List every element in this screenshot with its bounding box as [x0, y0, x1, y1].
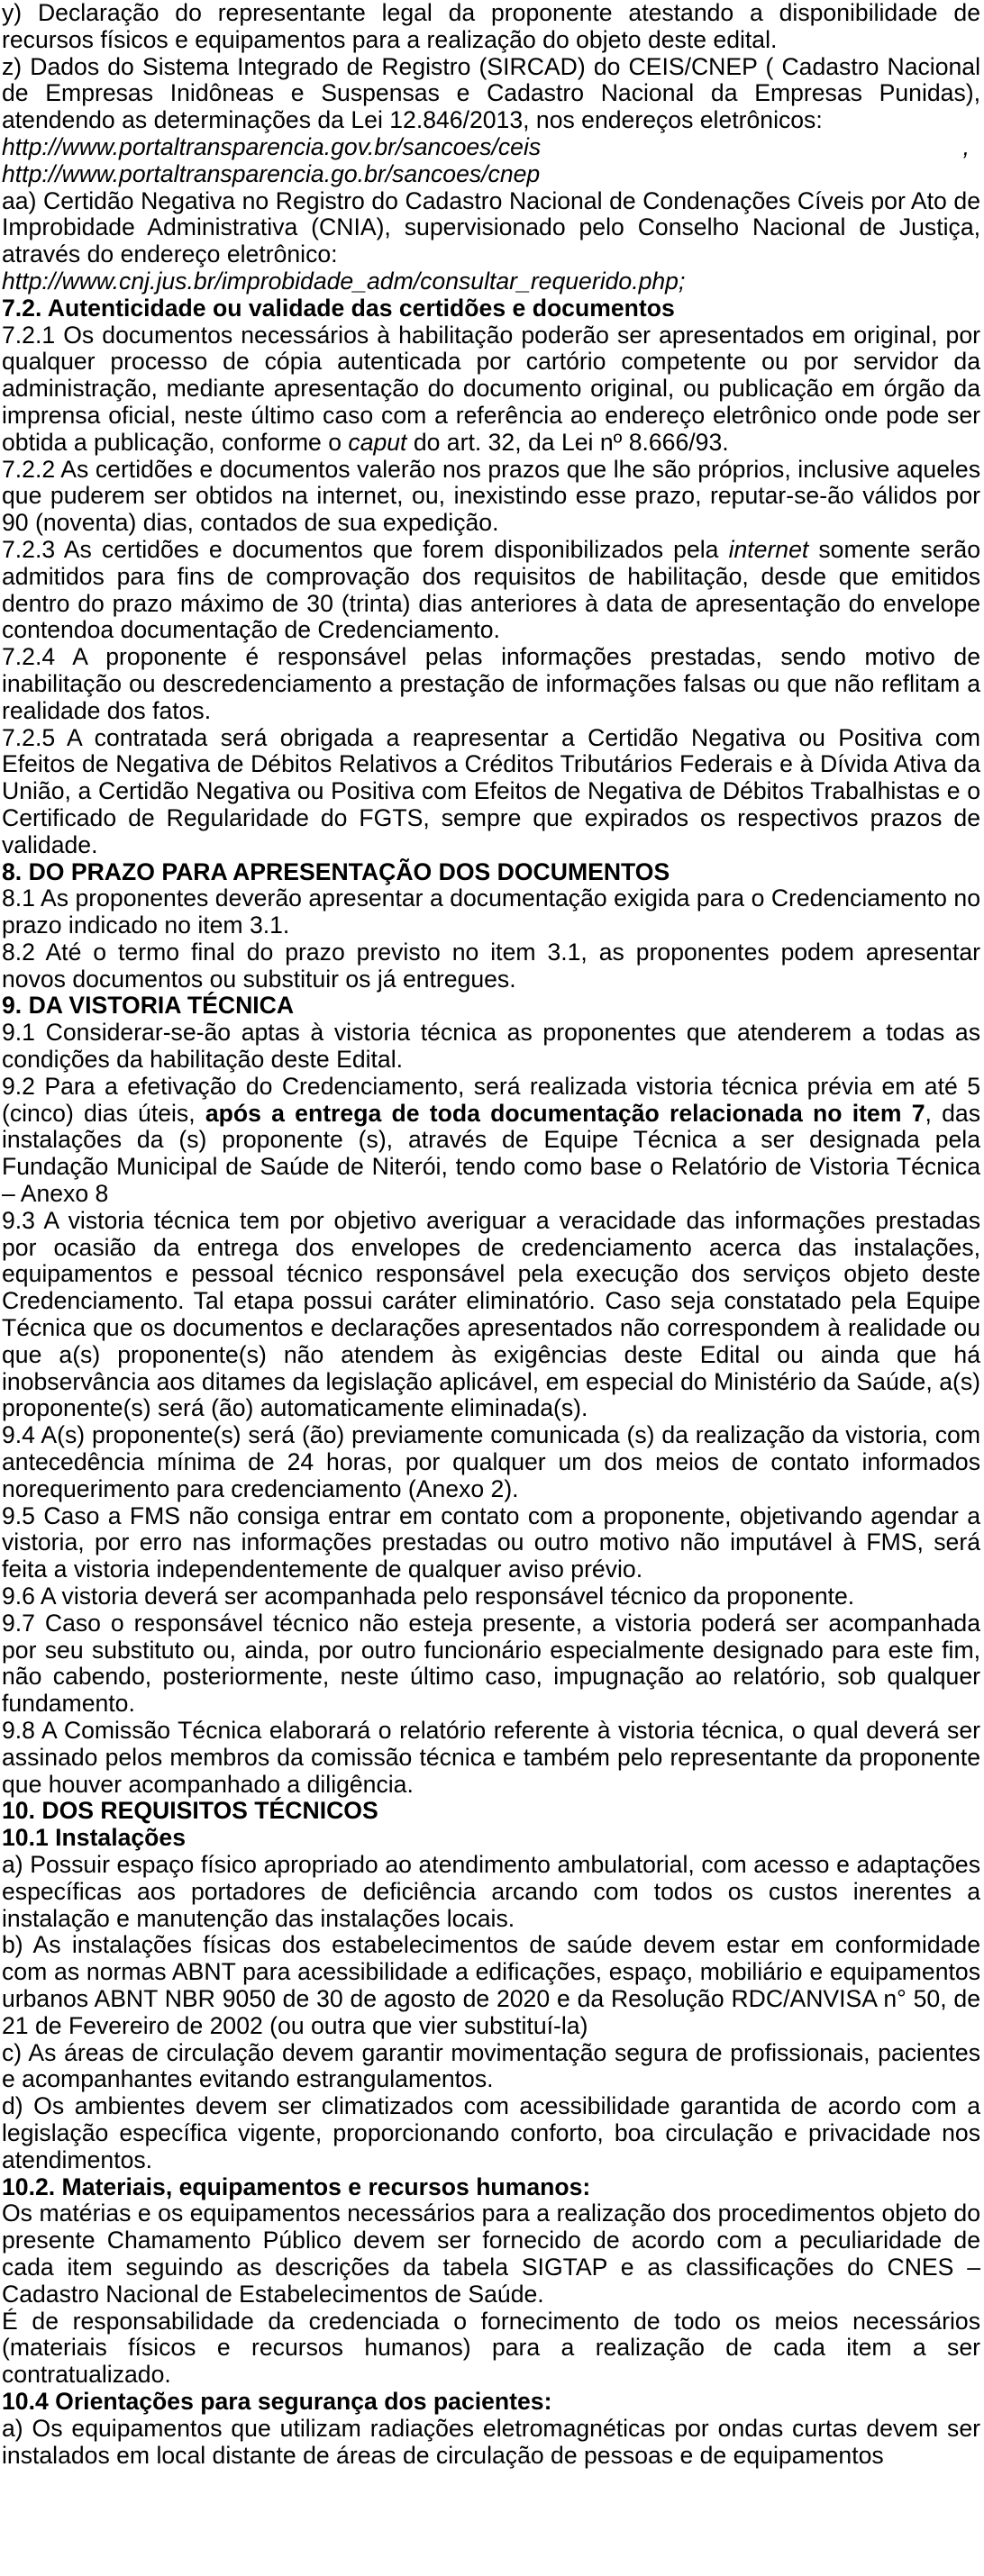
item-y: y) Declaração do representante legal da proponente atestando a disponibilidade de recursos físicos e equipamentos para a realização do objeto deste edital.: [2, 0, 980, 53]
heading-8: 8. DO PRAZO PARA APRESENTAÇÃO DOS DOCUMENTOS: [2, 857, 670, 885]
item-8-2: 8.2 Até o termo final do prazo previsto no item 3.1, as proponentes podem apresentar novos documentos ou substituir os já entregues.: [2, 938, 980, 993]
item-9-2-part-1: após a entrega de toda documentação relacionada no item 7: [205, 1099, 925, 1127]
heading-9: 9. DA VISTORIA TÉCNICA: [2, 992, 295, 1020]
item-aa-link[interactable]: http://www.cnj.jus.br/improbidade_adm/consultar_requerido.php;: [2, 267, 686, 295]
item-7-2-2: 7.2.2 As certidões e documentos valerão nos prazos que lhe são próprios, inclusive aqueles que puderem ser obtidos na internet, ou, inexistindo esse prazo, reputar-se-ão válidos por 90 (noventa) dias, contados de sua expedição.: [2, 455, 980, 537]
item-10-1-b: b) As instalações físicas dos estabelecimentos de saúde devem estar em conformidade com as normas ABNT para acessibilidade a edificações, espaço, mobiliário e equipamentos urbanos ABNT NBR 9050 de 30 de agosto de 2020 e da Resolução RDC/ANVISA n° 50, de 21 de Fevereiro de 2002 (ou outra que vier substituí-la): [2, 1931, 980, 2039]
item-10-1-a: a) Possuir espaço físico apropriado ao atendimento ambulatorial, com acesso e adaptações específicas aos portadores de deficiência arcando com todos os custos inerentes a instalação e manutenção das instalações locais.: [2, 1850, 980, 1932]
item-9-6: 9.6 A vistoria deverá ser acompanhada pelo responsável técnico da proponente.: [2, 1583, 855, 1610]
item-7-2-3-part-1: internet: [728, 535, 809, 563]
item-9-1: 9.1 Considerar-se-ão aptas à vistoria técnica as proponentes que atenderem a todas as condições da habilitação deste Edital.: [2, 1019, 980, 1074]
item-7-2-1-part-0: 7.2.1 Os documentos necessários à habilitação poderão ser apresentados em original, por qualquer processo de cópia autenticada por cartório competente ou por servidor da administração, mediante apresentação do documento original, ou publicação em órgão da imprensa oficial, neste último caso com a referência ao endereço eletrônico onde pode ser obtida a publicação, conforme o: [2, 321, 980, 456]
link-cnep[interactable]: http://www.portaltransparencia.go.br/sancoes/cnep: [2, 159, 541, 187]
item-7-2-1-part-1: caput: [348, 428, 407, 456]
item-9-2-part-0: 9.2 Para a efetivação do Credenciamento, será realizada vistoria técnica prévia em até 5 (cinco) dias úteis,: [2, 1072, 980, 1127]
link-separator: ,: [962, 132, 970, 160]
item-8-1: 8.1 As proponentes deverão apresentar a documentação exigida para o Credenciamento no prazo indicado no item 3.1.: [2, 884, 980, 939]
heading-10-1: 10.1 Instalações: [2, 1824, 187, 1852]
item-9-7: 9.7 Caso o responsável técnico não esteja presente, a vistoria poderá ser acompanhada por seu substituto ou, ainda, por outro funcionário especialmente designado para este fim, não cabendo, posteriormente, neste último caso, impugnação ao relatório, sob qualquer fundamento.: [2, 1609, 980, 1718]
item-7-2-1: [2, 322, 980, 457]
item-9-3: 9.3 A vistoria técnica tem por objetivo averiguar a veracidade das informações prestadas por ocasião da entrega dos envelopes de credenciamento acerca das instalações, equipamentos e pessoal técnico responsável pela execução dos serviços objeto deste Credenciamento. Tal etapa possui caráter eliminatório. Caso seja constatado pela Equipe Técnica que os documentos e declarações apresentados não correspondem à realidade ou que a(s) proponente(s) não atendem às exigências deste Edital ou ainda que há inobservância aos ditames da legislação aplicável, em especial do Ministério da Saúde, a(s) proponente(s) será (ão) automaticamente eliminada(s).: [2, 1206, 980, 1422]
item-9-4: 9.4 A(s) proponente(s) será (ão) previamente comunicada (s) da realização da vistoria, com antecedência mínima de 24 horas, por qualquer um dos meios de contato informados norequerimento para credenciamento (Anexo 2).: [2, 1421, 980, 1502]
heading-10-2: 10.2. Materiais, equipamentos e recursos humanos:: [2, 2172, 591, 2200]
heading-10-4: 10.4 Orientações para segurança dos pacientes:: [2, 2387, 552, 2415]
item-9-2: [2, 1074, 980, 1208]
item-7-2-3: [2, 537, 980, 644]
item-10-1-d: d) Os ambientes devem ser climatizados com acessibilidade garantida de acordo com a legislação específica vigente, proporcionando conforto, boa circulação e privacidade nos atendimentos.: [2, 2092, 980, 2173]
item-z-links: [2, 134, 980, 188]
item-10-2-p1: Os matérias e os equipamentos necessários para a realização dos procedimentos objeto do presente Chamamento Público devem ser fornecido de acordo com a peculiaridade de cada item seguindo as descrições da tabela SIGTAP e as classificações do CNES – Cadastro Nacional de Estabelecimentos de Saúde.: [2, 2200, 980, 2308]
heading-7-2: 7.2. Autenticidade ou validade das certidões e documentos: [2, 294, 675, 322]
item-7-2-3-part-0: 7.2.3 As certidões e documentos que forem disponibilizados pela: [2, 535, 729, 563]
item-7-2-1-part-2: do art. 32, da Lei nº 8.666/93.: [406, 428, 729, 456]
item-10-4-a: a) Os equipamentos que utilizam radiações eletromagnéticas por ondas curtas devem ser instalados em local distante de áreas de circulação de pessoas e de equipamentos: [2, 2414, 980, 2469]
item-9-5: 9.5 Caso a FMS não consiga entrar em contato com a proponente, objetivando agendar a vistoria, por erro nas informações prestadas ou outro motivo não imputável à FMS, será feita a vistoria independentemente de qualquer aviso prévio.: [2, 1501, 980, 1583]
item-10-2-p2: É de responsabilidade da credenciada o fornecimento de todo os meios necessários (materiais físicos e recursos humanos) para a realização de cada item a ser contratualizado.: [2, 2307, 980, 2389]
item-7-2-3-part-2: somente serão admitidos para fins de comprovação dos requisitos de habilitação, desde que emitidos dentro do prazo máximo de 30 (trinta) dias anteriores à data de apresentação do envelope contendoa documentação de Credenciamento.: [2, 535, 980, 644]
item-9-8: 9.8 A Comissão Técnica elaborará o relatório referente à vistoria técnica, o qual deverá ser assinado pelos membros da comissão técnica e também pelo representante da proponente que houver acompanhado a diligência.: [2, 1717, 980, 1798]
item-aa: aa) Certidão Negativa no Registro do Cadastro Nacional de Condenações Cíveis por Ato de Improbidade Administrativa (CNIA), supervisionado pelo Conselho Nacional de Justiça, através do endereço eletrônico:: [2, 186, 980, 268]
item-7-2-4: 7.2.4 A proponente é responsável pelas informações prestadas, sendo motivo de inabilitação ou descredenciamento a prestação de informações falsas ou que não reflitam a realidade dos fatos.: [2, 643, 980, 724]
link-ceis[interactable]: http://www.portaltransparencia.gov.br/sancoes/ceis: [2, 132, 542, 160]
item-z: z) Dados do Sistema Integrado de Registro (SIRCAD) do CEIS/CNEP ( Cadastro Nacional de Empresas Inidôneas e Suspensas e Cadastro Nacional da Empresas Punidas), atendendo as determinações da Lei 12.846/2013, nos endereços eletrônicos:: [2, 52, 980, 134]
item-7-2-5: 7.2.5 A contratada será obrigada a reapresentar a Certidão Negativa ou Positiva com Efeitos de Negativa de Débitos Relativos a Créditos Tributários Federais e à Dívida Ativa da União, a Certidão Negativa ou Positiva com Efeitos de Negativa de Débitos Trabalhistas e o Certificado de Regularidade do FGTS, sempre que expirados os respectivos prazos de validade.: [2, 723, 980, 858]
item-9-2-part-2: , das instalações da (s) proponente (s), através de Equipe Técnica a ser designada pela Fundação Municipal de Saúde de Niterói, tendo como base o Relatório de Vistoria Técnica – Anexo 8: [2, 1099, 980, 1208]
heading-10: 10. DOS REQUISITOS TÉCNICOS: [2, 1797, 378, 1825]
item-10-1-c: c) As áreas de circulação devem garantir movimentação segura de profissionais, pacientes e acompanhantes evitando estrangulamentos.: [2, 2038, 980, 2093]
